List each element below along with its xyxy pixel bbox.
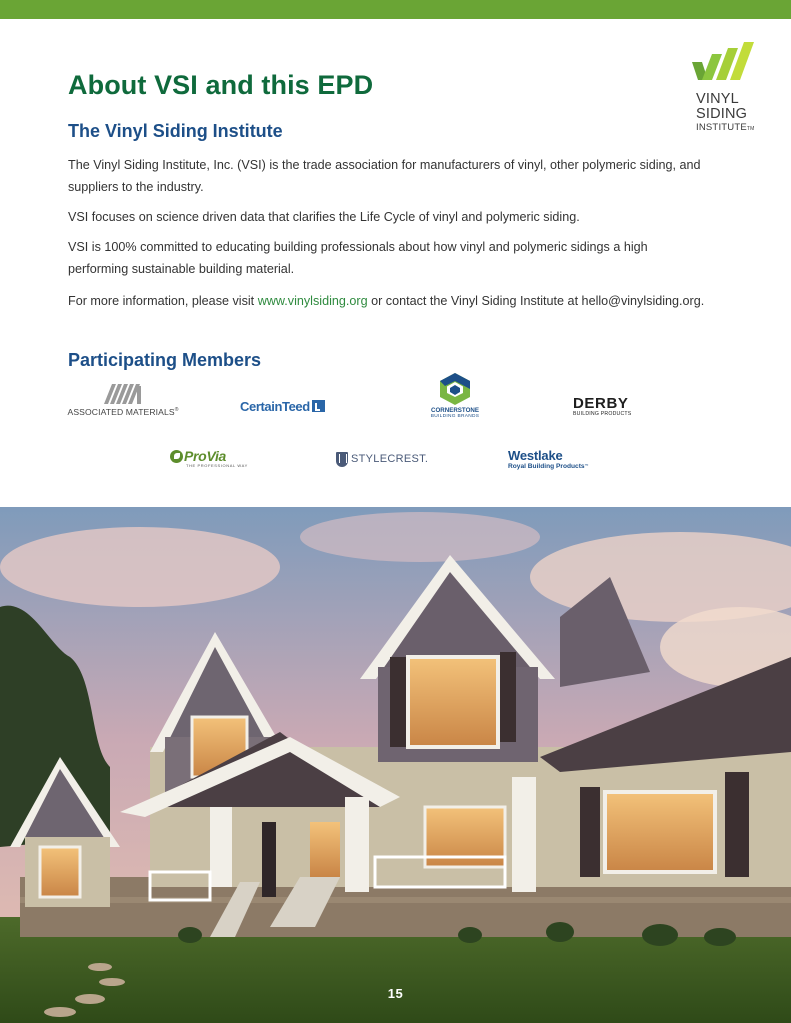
logo-tm: TM: [746, 126, 755, 132]
associated-materials-icon: [104, 384, 142, 404]
paragraph-commitment: VSI is 100% committed to educating building professionals about how vinyl and polymeric sidings a high performing sustainable building material.: [68, 240, 648, 276]
provia-leaf-icon: [170, 450, 183, 463]
derby-name: DERBY: [573, 395, 629, 412]
certainteed-mark-icon: [312, 400, 325, 412]
paragraph-contact: For more information, please visit www.vinylsiding.org or contact the Vinyl Siding Institute at hello@vinylsiding.org.: [68, 294, 705, 308]
member-logo-provia: [170, 449, 248, 468]
logo-line-siding: SIDING: [696, 106, 748, 122]
paragraph-focus: VSI focuses on science driven data that clarifies the Life Cycle of vinyl and polymeric siding.: [68, 210, 580, 224]
section-heading-vsi: The Vinyl Siding Institute: [68, 121, 283, 141]
associated-materials-name: ASSOCIATED MATERIALS®: [67, 407, 179, 417]
cornerstone-hexagon-icon: [440, 373, 470, 405]
westlake-name: Westlake: [508, 448, 563, 463]
vsi-logo: [690, 42, 770, 142]
logo-line-institute: INSTITUTETM: [696, 122, 755, 133]
house-photo-icon: [0, 507, 791, 1023]
member-logo-cornerstone: [426, 373, 484, 427]
stylecrest-shield-icon: [336, 452, 348, 467]
member-logo-associated-materials: [68, 384, 178, 420]
vsi-logo-text: [696, 92, 776, 135]
member-logo-derby: [573, 396, 631, 417]
member-logo-stylecrest: [336, 451, 428, 467]
vsi-stripes-icon: [690, 42, 760, 88]
cornerstone-name: CORNERSTONE: [430, 407, 480, 414]
member-logo-certainteed: [240, 398, 325, 414]
stylecrest-name: STYLECREST.: [351, 453, 429, 465]
provia-logo-row: [170, 449, 226, 463]
page-number: 15: [387, 986, 404, 1001]
vsi-website-link[interactable]: www.vinylsiding.org: [257, 294, 368, 308]
paragraph-about: The Vinyl Siding Institute, Inc. (VSI) is the trade association for manufacturers of vinyl, other polymeric siding, and suppliers to the industry.: [68, 158, 701, 194]
top-accent-bar: [0, 0, 791, 19]
provia-name: ProVia: [184, 448, 227, 464]
derby-subtitle: BUILDING PRODUCTS: [573, 411, 632, 417]
page-title: About VSI and this EPD: [68, 70, 374, 100]
house-photo: [0, 507, 791, 1023]
section-heading-members: Participating Members: [68, 350, 262, 370]
logo-line-vinyl: VINYL: [696, 91, 739, 107]
westlake-subtitle: Royal Building Products™: [508, 463, 589, 470]
member-logo-westlake: [508, 449, 589, 470]
certainteed-name: CertainTeed: [240, 398, 310, 414]
cornerstone-subtitle: BUILDING BRANDS: [430, 414, 480, 419]
provia-subtitle: THE PROFESSIONAL WAY: [186, 463, 248, 468]
